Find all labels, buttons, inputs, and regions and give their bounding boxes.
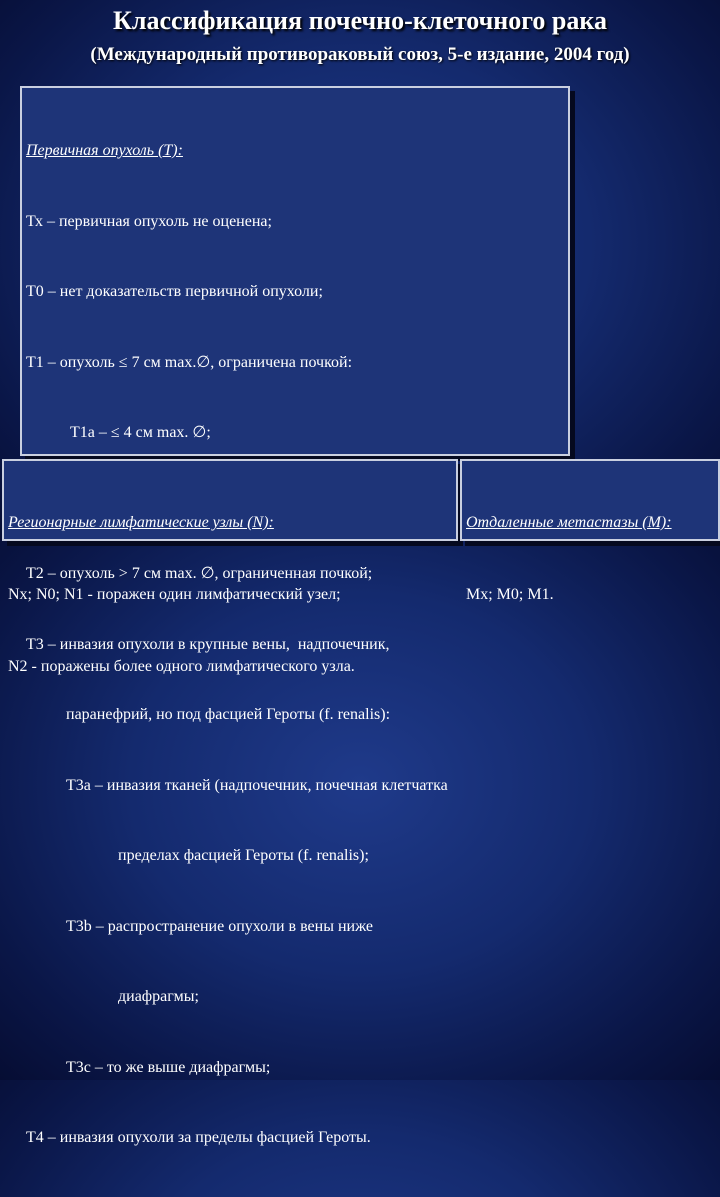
slide-title: Классификация почечно-клеточного рака <box>113 6 607 35</box>
t-line-t3b-cont: диафрагмы; <box>118 988 199 1005</box>
primary-tumor-heading: Первичная опухоль (Т): <box>26 142 183 159</box>
regional-nodes-heading: Регионарные лимфатические узлы (N): <box>8 514 274 531</box>
m-line-1: Mx; M0; M1. <box>466 586 554 603</box>
t-line-t1a: Т1a – ≤ 4 см max. ∅; <box>70 424 211 441</box>
t-line-t0: Т0 – нет доказательств первичной опухоли; <box>26 283 323 300</box>
n-line-1: Nx; N0; N1 - поражен один лимфатический узел; <box>8 586 341 603</box>
t-line-t3b: Т3b – распространение опухоли в вены ниже <box>66 917 374 935</box>
t-line-t3: Т3 – инвазия опухоли в крупные вены, надпочечник, <box>26 635 390 653</box>
t-line-t3c: Т3c – то же выше диафрагмы; <box>66 1058 271 1076</box>
n-line-2: N2 - поражены более одного лимфатического узла. <box>8 658 355 675</box>
t-line-t3a-cont: пределах фасцией Героты (f. renalis); <box>118 847 369 864</box>
t-line-t3-cont: паранефрий, но под фасцией Героты (f. renalis): <box>66 706 391 723</box>
t-line-t1: Т1 – опухоль ≤ 7 см max.∅, ограничена почкой: <box>26 353 353 371</box>
t-line-t3a: Т3а – инвазия тканей (надпочечник, почечная клетчатка <box>66 776 448 794</box>
t-line-t4: Т4 – инвазия опухоли за пределы фасцией Героты. <box>26 1129 371 1146</box>
distant-metastases-heading: Отдаленные метастазы (М): <box>466 514 672 531</box>
slide-subtitle: (Международный противораковый союз, 5-е издание, 2004 год) <box>90 44 630 65</box>
distant-metastases-box <box>460 459 720 603</box>
t-line-t2: Т2 – опухоль > 7 см max. ∅, ограниченная почкой; <box>26 565 373 582</box>
t-line-tx: Тх – первичная опухоль не оценена; <box>26 212 272 230</box>
